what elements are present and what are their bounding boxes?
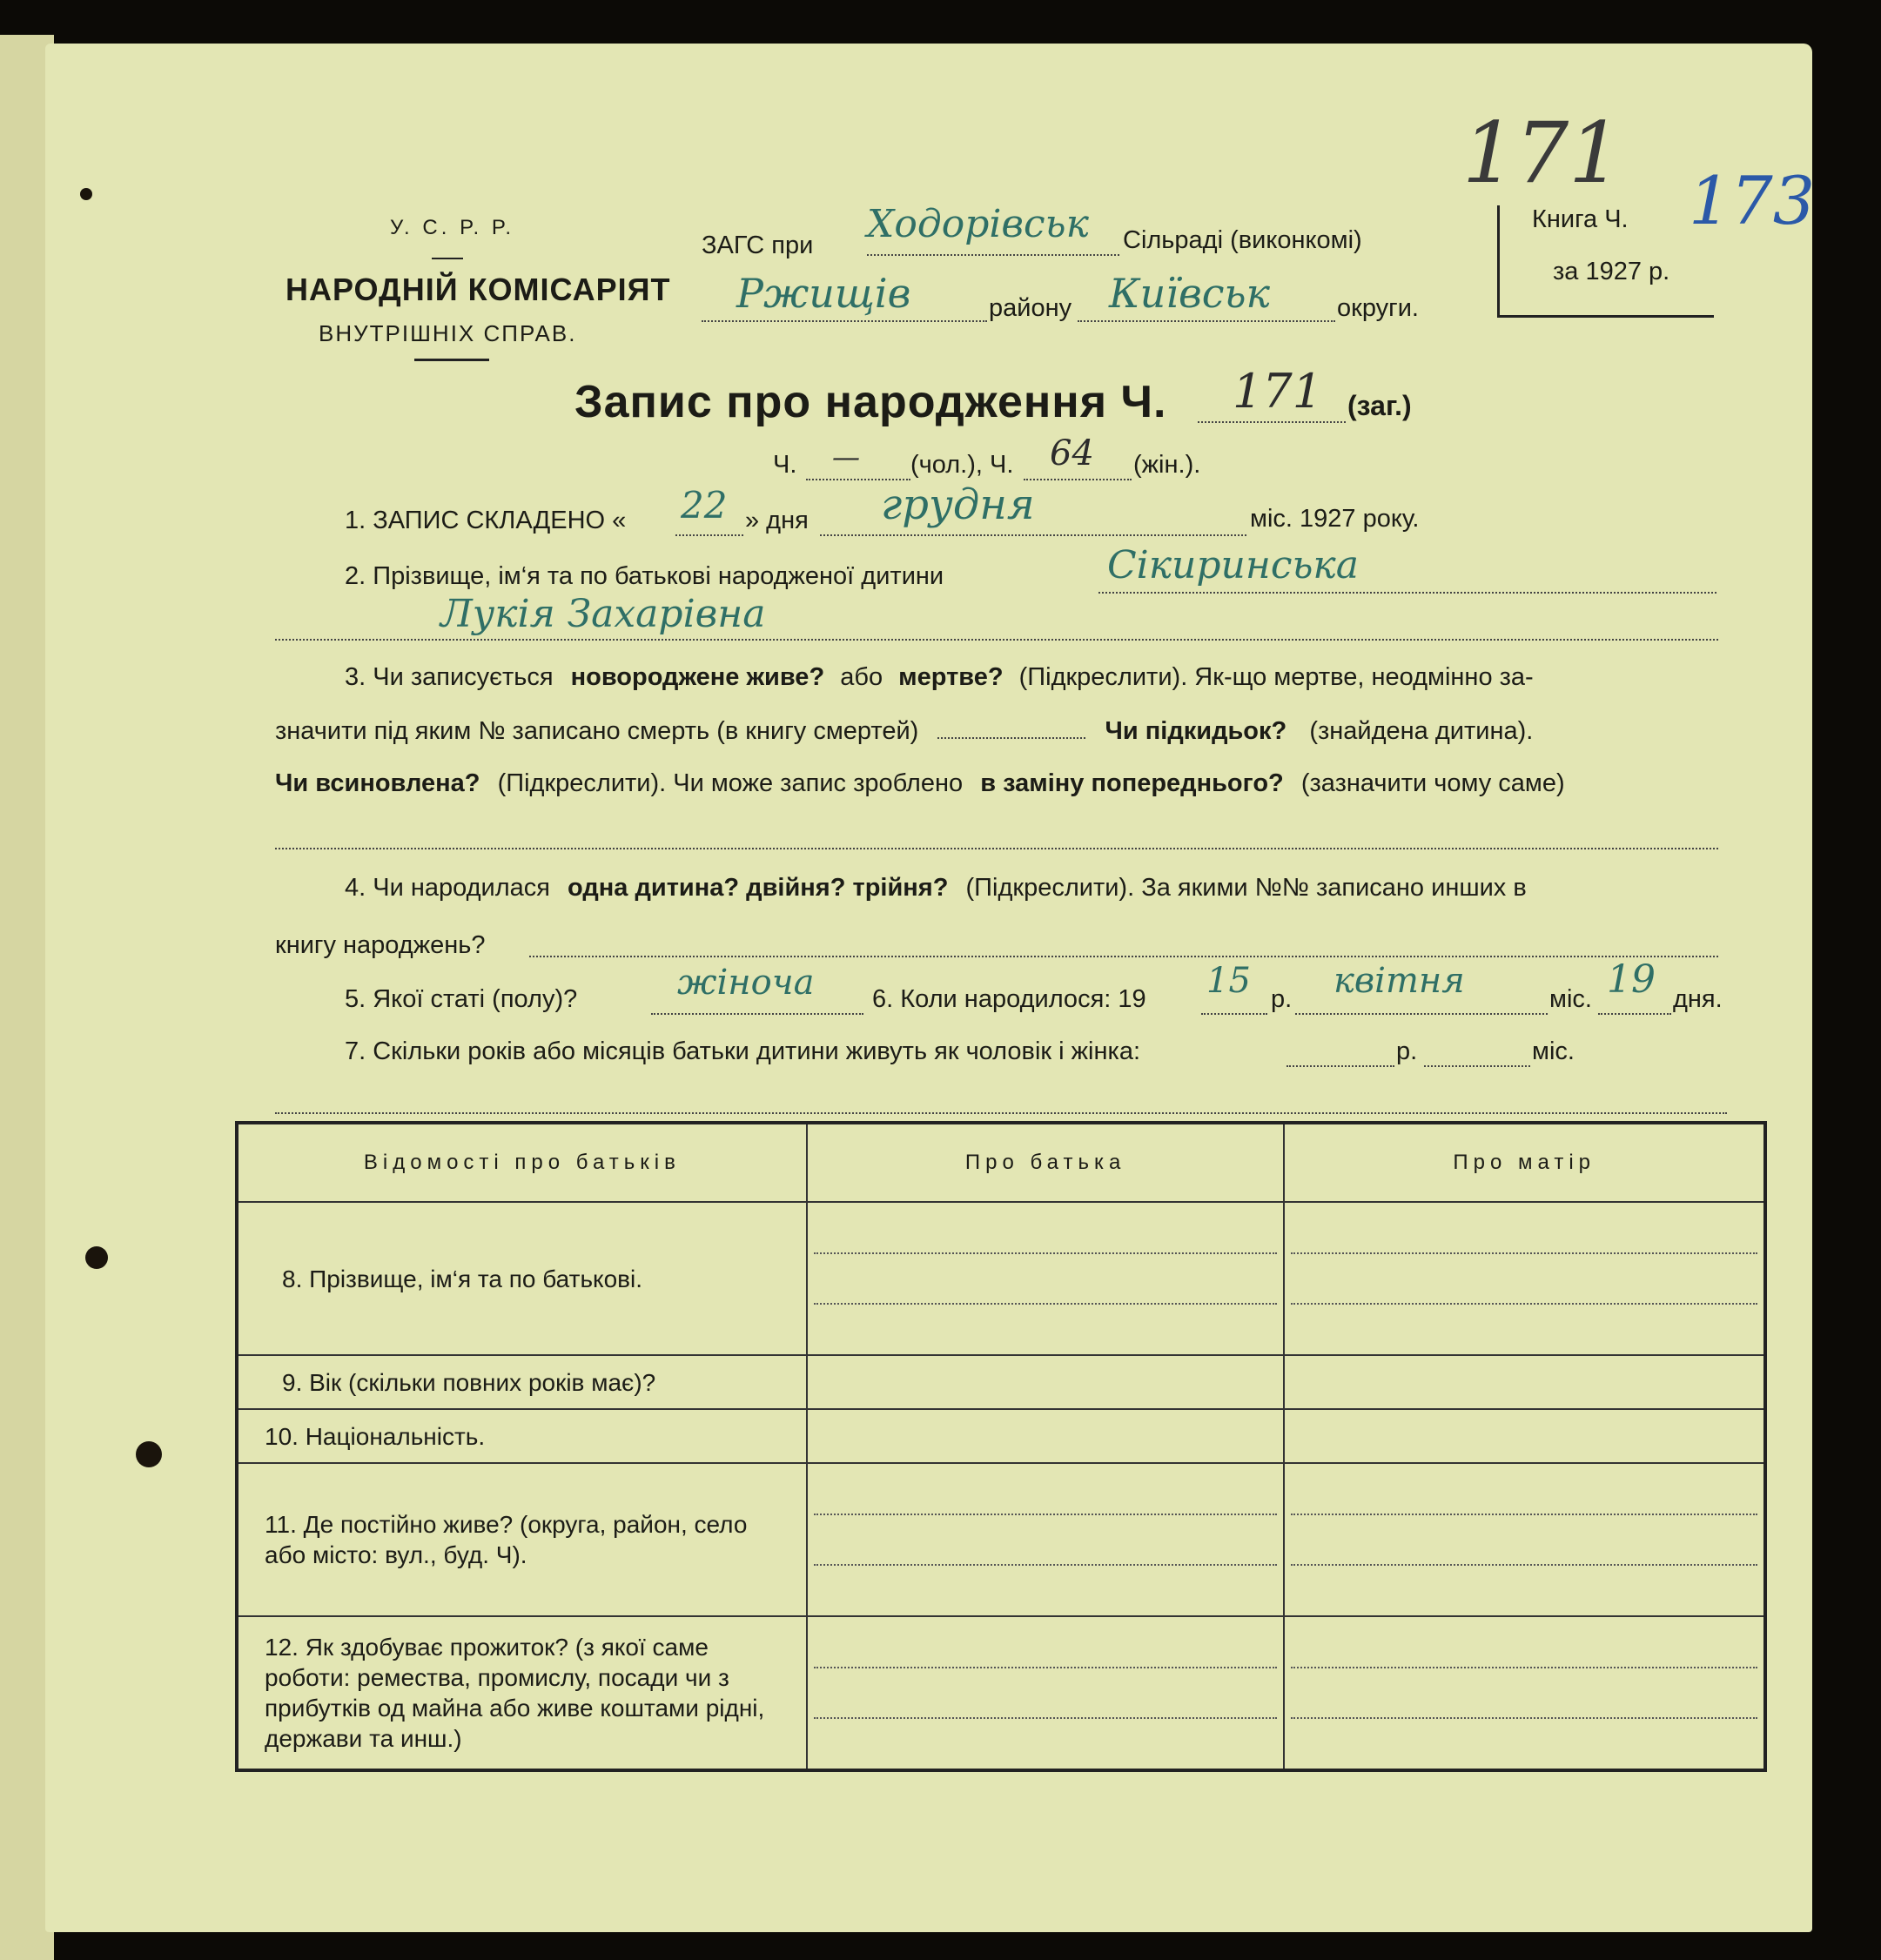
item3-line1 <box>345 663 1534 692</box>
male-field <box>806 440 910 480</box>
item3-l: (зазначити чому саме) <box>1300 769 1565 797</box>
item6-day-field <box>1598 957 1671 1015</box>
item6-mis: міс. <box>1549 985 1592 1013</box>
item3-b: новороджене живе? <box>570 663 825 691</box>
mother-cell <box>1284 1409 1765 1463</box>
zags-value: Ходорівськ <box>867 202 1089 246</box>
district-value: Ржищів <box>736 270 911 317</box>
record-title-suffix: (заг.) <box>1347 390 1412 421</box>
ussr-divider <box>432 258 463 259</box>
mother-cell <box>1284 1355 1765 1409</box>
mother-cell <box>1284 1463 1765 1616</box>
father-cell <box>807 1355 1285 1409</box>
okrug-label: округи. <box>1337 294 1419 322</box>
item1-day: 22 <box>681 484 728 527</box>
internal-affairs-label: ВНУТРІШНІХ СПРАВ. <box>319 320 577 346</box>
male-prefix: Ч. <box>773 451 797 479</box>
item4-a: 4. Чи народилася <box>345 874 550 902</box>
book-year-label: за 1927 р. <box>1553 258 1670 285</box>
table-row <box>237 1409 1765 1463</box>
record-number-field <box>1198 364 1346 423</box>
row-label: 8. Прізвище, ім‘я та по батькові. <box>237 1202 807 1355</box>
item1-suffix: міс. 1927 року. <box>1250 505 1420 533</box>
item7-years-field <box>1286 1036 1394 1067</box>
binding-hole <box>85 1246 108 1269</box>
record-number: 171 <box>1233 364 1323 419</box>
item4-d: книгу народжень? <box>275 931 486 959</box>
item6-day: 19 <box>1607 957 1656 1002</box>
row-label: 11. Де постійно живе? (округа, район, село або місто: вул., буд. Ч). <box>237 1463 807 1616</box>
table-header-row <box>237 1123 1765 1202</box>
item7-extra-field <box>275 1086 1727 1114</box>
item7-mis: міс. <box>1532 1037 1575 1065</box>
item1-mid: » дня <box>745 507 809 534</box>
header-divider <box>414 359 489 361</box>
item2-surname: Сікиринська <box>1107 543 1359 587</box>
table-row <box>237 1616 1765 1770</box>
item7-label: 7. Скільки років або місяців батьки дитини живуть як чоловік і жінка: <box>345 1037 1141 1065</box>
mother-cell <box>1284 1202 1765 1355</box>
item1-day-field <box>675 484 743 536</box>
table-row <box>237 1202 1765 1355</box>
item6-label: 6. Коли народилося: 19 <box>872 985 1146 1013</box>
table-row <box>237 1355 1765 1409</box>
item4-line1 <box>345 874 1527 903</box>
ussr-label: У. С. Р. Р. <box>390 216 515 239</box>
row-label: 12. Як здобуває прожиток? (з якої саме роботи: ремества, промислу, посади чи з прибутків од майна або живе коштами рідні, держави та инш.) <box>237 1616 807 1770</box>
female-label: (жін.). <box>1133 451 1201 479</box>
item3-i: Чи всиновлена? <box>275 769 480 797</box>
binding-hole <box>80 188 92 200</box>
item2-surname-field <box>1098 543 1716 594</box>
item4-c: (Підкреслити). За якими №№ записано инших в <box>965 874 1527 902</box>
item6-year: 15 <box>1206 961 1251 1001</box>
item3-death-field <box>937 718 1085 739</box>
item6-year-field <box>1201 961 1267 1015</box>
item3-f: значити під яким № записано смерть (в книгу смертей) <box>275 717 919 745</box>
parents-table <box>235 1121 1767 1772</box>
zags-field <box>867 202 1119 256</box>
item3-j: (Підкреслити). Чи може запис зроблено <box>497 769 964 797</box>
row-label: 10. Національність. <box>237 1409 807 1463</box>
father-cell <box>807 1202 1285 1355</box>
village-council-label: Сільраді (виконкомі) <box>1123 226 1362 254</box>
item7-r: р. <box>1396 1037 1418 1065</box>
item3-h: (знайдена дитина). <box>1309 717 1534 745</box>
item6-month-field <box>1295 961 1548 1015</box>
father-cell <box>807 1409 1285 1463</box>
item7-months-field <box>1424 1036 1530 1067</box>
father-cell <box>807 1463 1285 1616</box>
table-row <box>237 1463 1765 1616</box>
item5-value: жіноча <box>677 963 815 1003</box>
item3-line2 <box>275 717 1533 746</box>
item6-month: квітня <box>1333 961 1465 1001</box>
table-header: Відомості про батьків <box>237 1123 807 1202</box>
item1-month-field <box>820 480 1246 536</box>
item3-k: в заміну попереднього? <box>980 769 1284 797</box>
item3-d: мертве? <box>898 663 1004 691</box>
item2-label: 2. Прізвище, ім‘я та по батькові народженої дитини <box>345 562 944 590</box>
corner-number: 171 <box>1462 104 1622 202</box>
item2-name-field <box>275 592 1718 641</box>
item6-dnia: дня. <box>1673 985 1723 1013</box>
mother-cell <box>1284 1616 1765 1770</box>
table-header: Про батька <box>807 1123 1285 1202</box>
item4-b: одна дитина? двійня? трійня? <box>568 874 949 902</box>
father-cell <box>807 1616 1285 1770</box>
binding-hole <box>136 1441 162 1467</box>
female-field <box>1024 433 1132 480</box>
item3-a: 3. Чи записується <box>345 663 554 691</box>
table-header: Про матір <box>1284 1123 1765 1202</box>
item3-line3 <box>275 769 1565 798</box>
male-label: (чол.), Ч. <box>910 451 1014 479</box>
book-number: 173 <box>1689 162 1816 239</box>
item5-label: 5. Якої статі (полу)? <box>345 985 578 1013</box>
item2-name: Лукія Захарівна <box>440 592 766 636</box>
item3-c: або <box>840 663 883 691</box>
item5-field <box>651 963 863 1015</box>
item6-r: р. <box>1271 985 1293 1013</box>
item4-field <box>529 930 1718 957</box>
item1-prefix: 1. ЗАПИС СКЛАДЕНО « <box>345 507 627 534</box>
zags-prefix: ЗАГС при <box>702 232 814 259</box>
book-label: Книга Ч. <box>1532 205 1629 233</box>
female-value: 64 <box>1050 433 1094 473</box>
item1-month: грудня <box>881 480 1035 529</box>
district-field <box>702 270 987 322</box>
district-label: району <box>989 294 1072 322</box>
okrug-value: Київськ <box>1109 270 1270 317</box>
commissariat-title: НАРОДНІЙ КОМІСАРІЯТ <box>286 272 671 307</box>
male-value: — <box>832 440 860 473</box>
okrug-field <box>1078 270 1335 322</box>
item3-extra-field <box>275 822 1718 849</box>
record-title: Запис про народження Ч. <box>574 377 1167 427</box>
item3-g: Чи підкидьок? <box>1105 717 1287 745</box>
row-label: 9. Вік (скільки повних років має)? <box>237 1355 807 1409</box>
item3-e: (Підкреслити). Як-що мертве, неодмінно за- <box>1018 663 1534 691</box>
